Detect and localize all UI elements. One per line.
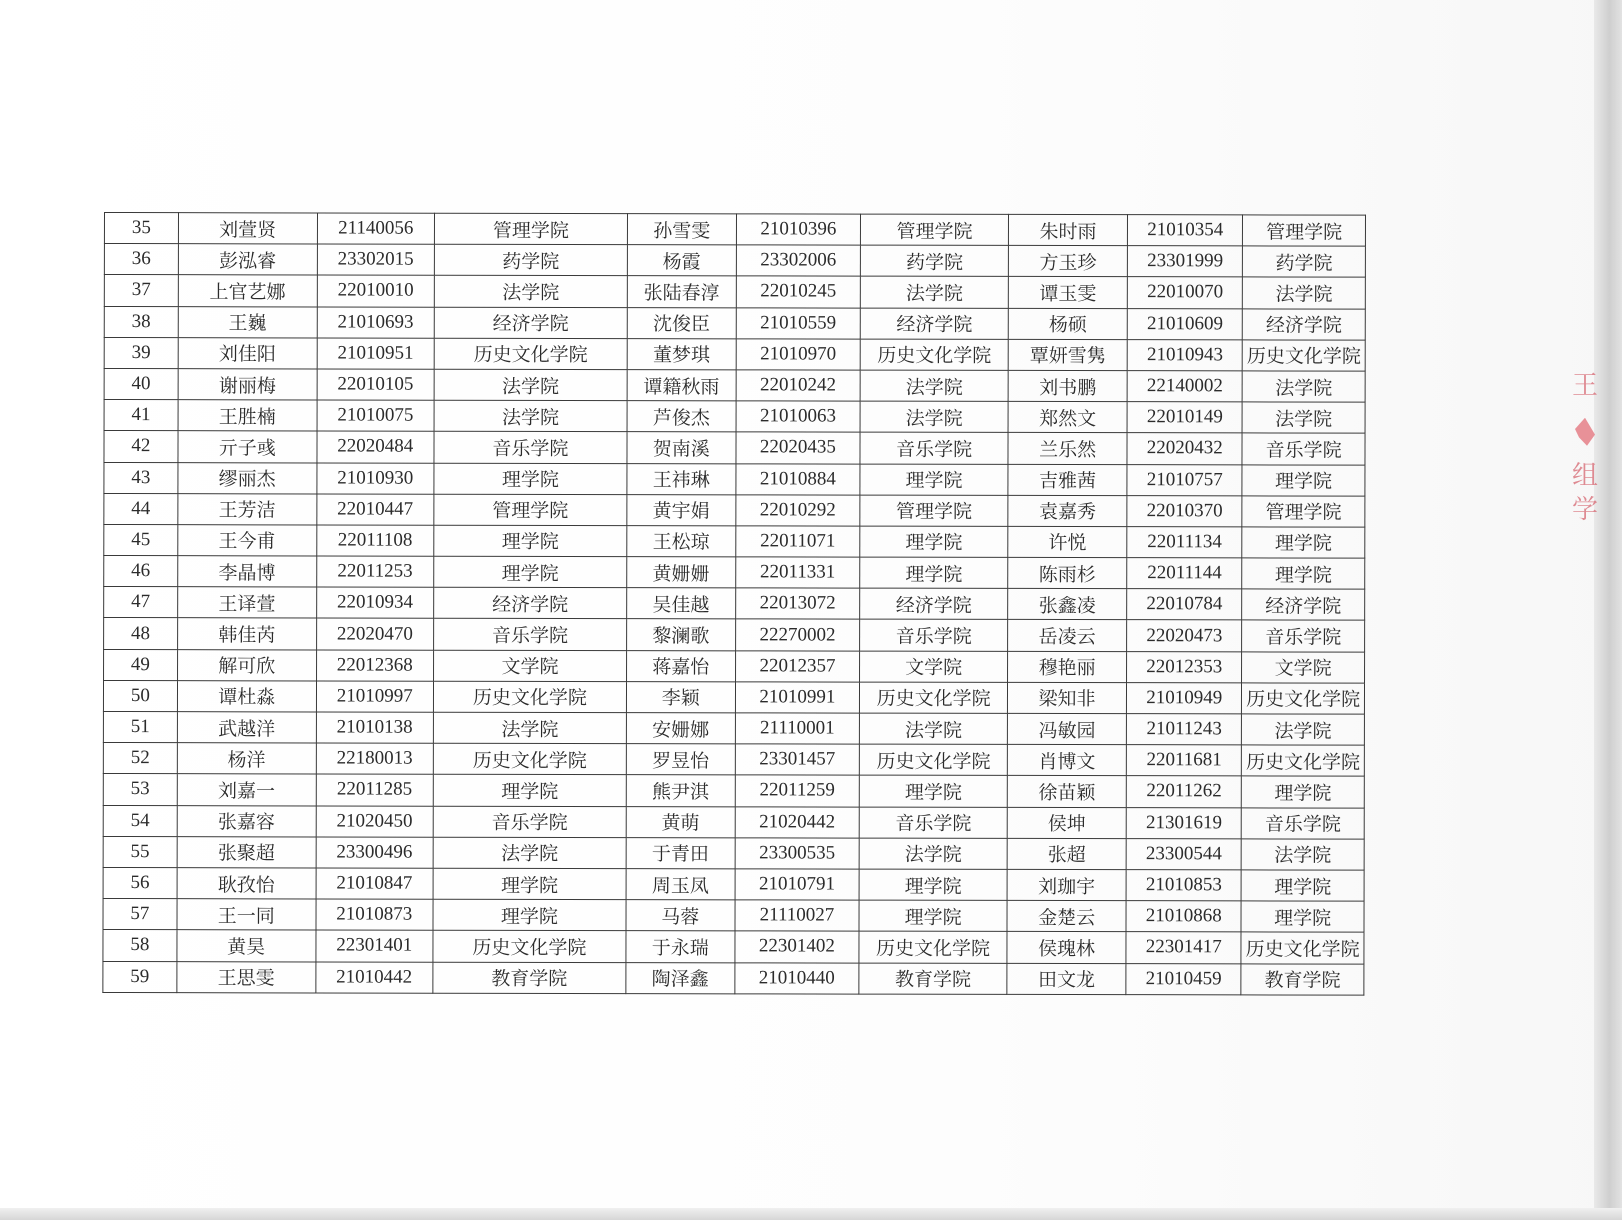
- table-cell: 历史文化学院: [433, 743, 626, 775]
- table-cell: 43: [104, 462, 178, 493]
- table-cell: 文学院: [1242, 652, 1365, 683]
- table-cell: 安姗娜: [626, 713, 735, 744]
- table-row: [104, 618, 1365, 652]
- table-cell: 23301999: [1128, 246, 1243, 277]
- table-cell: 理学院: [433, 868, 626, 900]
- table-cell: 经济学院: [861, 308, 1009, 339]
- table-cell: 21010396: [736, 214, 861, 245]
- table-cell: 56: [103, 867, 177, 898]
- table-cell: 孙雪雯: [627, 214, 736, 245]
- table-cell: 杨硕: [1008, 308, 1127, 339]
- table-cell: 理学院: [1241, 901, 1364, 932]
- table-cell: 药学院: [1243, 246, 1366, 277]
- table-cell: 法学院: [434, 369, 627, 401]
- table-cell: 兰乐然: [1008, 433, 1127, 464]
- table-cell: 黄昊: [177, 930, 316, 961]
- table-cell: 21301619: [1126, 807, 1241, 838]
- table-cell: 贺南溪: [627, 432, 736, 463]
- table-cell: 22010105: [317, 369, 434, 400]
- table-cell: 理学院: [859, 900, 1007, 931]
- table-cell: 法学院: [1242, 714, 1365, 745]
- table-cell: 48: [104, 618, 178, 649]
- table-cell: 王胜楠: [178, 400, 317, 431]
- table-cell: 谭籍秋雨: [627, 370, 736, 401]
- table-cell: 历史文化学院: [1241, 932, 1364, 963]
- table-cell: 55: [103, 836, 177, 867]
- table-cell: 49: [104, 649, 178, 680]
- table-cell: 法学院: [860, 713, 1008, 744]
- table-cell: 44: [104, 493, 178, 524]
- student-roster-table: [102, 212, 1366, 995]
- table-cell: 22010242: [736, 370, 861, 401]
- table-cell: 22301401: [316, 930, 433, 961]
- table-cell: 理学院: [860, 464, 1008, 495]
- table-cell: 管理学院: [861, 214, 1009, 245]
- table-cell: 21010459: [1126, 963, 1241, 994]
- table-cell: 周玉凤: [626, 869, 735, 900]
- table-cell: 理学院: [434, 556, 627, 588]
- table-cell: 21010853: [1126, 870, 1241, 901]
- table-cell: 22011144: [1127, 558, 1242, 589]
- table-cell: 22010070: [1128, 277, 1243, 308]
- table-cell: 50: [103, 680, 177, 711]
- table-cell: 21010138: [316, 712, 433, 743]
- table-cell: 21010559: [736, 307, 861, 338]
- table-cell: 刘佳阳: [178, 337, 317, 368]
- table-cell: 罗昱怡: [626, 744, 735, 775]
- table-cell: 21010949: [1127, 682, 1242, 713]
- table-cell: 22011108: [316, 525, 433, 556]
- table-cell: 23300544: [1126, 838, 1241, 869]
- table-cell: 22010370: [1127, 495, 1242, 526]
- table-cell: 历史文化学院: [860, 744, 1008, 775]
- table-cell: 59: [103, 961, 177, 992]
- table-cell: 理学院: [1242, 464, 1365, 495]
- table-cell: 22012368: [316, 650, 433, 681]
- table-row: [104, 587, 1365, 621]
- table-cell: 21010063: [736, 401, 861, 432]
- table-cell: 于青田: [626, 837, 735, 868]
- table-cell: 22011285: [316, 774, 433, 805]
- table-cell: 22011681: [1127, 745, 1242, 776]
- table-cell: 药学院: [434, 244, 627, 276]
- table-cell: 21010884: [735, 463, 860, 494]
- table-cell: 管理学院: [1243, 215, 1366, 246]
- table-cell: 谭杜淼: [177, 680, 316, 711]
- table-cell: 陶泽鑫: [626, 962, 735, 993]
- table-row: [104, 337, 1365, 371]
- table-row: [104, 306, 1365, 340]
- table-cell: 40: [104, 368, 178, 399]
- table-cell: 吴佳越: [627, 588, 736, 619]
- table-cell: 覃妍雪隽: [1008, 339, 1127, 370]
- table-cell: 张鑫凌: [1008, 589, 1127, 620]
- table-row: [103, 680, 1364, 714]
- table-cell: 21010609: [1128, 308, 1243, 339]
- table-cell: 管理学院: [434, 494, 627, 526]
- table-cell: 21010693: [317, 307, 434, 338]
- table-cell: 张陆春淳: [627, 276, 736, 307]
- table-cell: 药学院: [861, 245, 1009, 276]
- table-cell: 21010757: [1127, 464, 1242, 495]
- table-cell: 22010934: [316, 587, 433, 618]
- table-cell: 法学院: [861, 276, 1009, 307]
- table-cell: 22010292: [735, 495, 860, 526]
- table-cell: 刘萱贤: [178, 213, 317, 244]
- table-cell: 谢丽梅: [178, 369, 317, 400]
- table-cell: 历史文化学院: [1242, 683, 1365, 714]
- table-cell: 53: [103, 774, 177, 805]
- table-cell: 法学院: [860, 401, 1008, 432]
- table-cell: 36: [104, 244, 178, 275]
- table-cell: 王松琼: [627, 525, 736, 556]
- table-cell: 冯敏园: [1007, 713, 1126, 744]
- table-cell: 金楚云: [1007, 901, 1126, 932]
- table-cell: 黎澜歌: [627, 619, 736, 650]
- table-cell: 王一同: [177, 899, 316, 930]
- table-cell: 历史文化学院: [433, 931, 626, 963]
- table-cell: 上官艺娜: [178, 275, 317, 306]
- table-cell: 经济学院: [434, 307, 627, 339]
- table-cell: 肖博文: [1007, 745, 1126, 776]
- table-cell: 22011071: [735, 526, 860, 557]
- table-cell: 理学院: [1241, 870, 1364, 901]
- table-row: [103, 867, 1364, 901]
- table-cell: 21010791: [735, 869, 860, 900]
- table-cell: 22011253: [316, 556, 433, 587]
- table-cell: 法学院: [434, 400, 627, 432]
- table-cell: 音乐学院: [1242, 620, 1365, 651]
- table-cell: 李晶博: [177, 556, 316, 587]
- table-cell: 35: [104, 213, 178, 244]
- table-cell: 黄宇娟: [627, 494, 736, 525]
- table-cell: 21110027: [735, 900, 860, 931]
- table-row: [104, 431, 1365, 465]
- table-cell: 21010930: [317, 462, 434, 493]
- table-cell: 22010245: [736, 276, 861, 307]
- table-cell: 张超: [1007, 838, 1126, 869]
- table-cell: 音乐学院: [860, 432, 1008, 463]
- table-cell: 22013072: [735, 588, 860, 619]
- table-cell: 黄萌: [626, 806, 735, 837]
- table-cell: 法学院: [1242, 371, 1365, 402]
- table-cell: 22011259: [735, 775, 860, 806]
- table-cell: 王译萱: [177, 587, 316, 618]
- table-cell: 22012357: [735, 650, 860, 681]
- table-cell: 侯坤: [1007, 807, 1126, 838]
- table-cell: 法学院: [433, 712, 626, 744]
- table-cell: 23302006: [736, 245, 861, 276]
- table-cell: 韩佳芮: [177, 618, 316, 649]
- table-cell: 刘嘉一: [177, 774, 316, 805]
- table-cell: 37: [104, 275, 178, 306]
- table-cell: 21010354: [1128, 215, 1243, 246]
- table-row: [104, 400, 1365, 434]
- table-cell: 22010784: [1127, 589, 1242, 620]
- table-cell: 理学院: [859, 869, 1007, 900]
- table-cell: 历史文化学院: [860, 339, 1008, 370]
- table-cell: 理学院: [1242, 558, 1365, 589]
- table-row: [104, 213, 1365, 247]
- table-cell: 42: [104, 431, 178, 462]
- roster-body: [103, 213, 1366, 995]
- table-cell: 于永瑞: [626, 931, 735, 962]
- table-cell: 21010868: [1126, 901, 1241, 932]
- table-cell: 音乐学院: [433, 619, 626, 651]
- table-row: [103, 930, 1364, 964]
- table-cell: 经济学院: [860, 588, 1008, 619]
- table-cell: 田文龙: [1007, 963, 1126, 994]
- table-row: [103, 961, 1364, 995]
- table-cell: 谭玉雯: [1008, 277, 1127, 308]
- table-cell: 缪丽杰: [178, 462, 317, 493]
- table-cell: 47: [104, 587, 178, 618]
- table-cell: 理学院: [860, 526, 1008, 557]
- table-cell: 穆艳丽: [1007, 651, 1126, 682]
- table-cell: 22180013: [316, 743, 433, 774]
- table-cell: 21020442: [735, 806, 860, 837]
- table-row: [103, 774, 1364, 808]
- table-cell: 法学院: [860, 370, 1008, 401]
- table-cell: 文学院: [433, 650, 626, 682]
- table-cell: 22301417: [1126, 932, 1241, 963]
- table-cell: 23301457: [735, 744, 860, 775]
- table-cell: 音乐学院: [1242, 433, 1365, 464]
- table-cell: 芦俊杰: [627, 401, 736, 432]
- table-cell: 吉雅茜: [1008, 464, 1127, 495]
- table-cell: 经济学院: [1243, 308, 1366, 339]
- table-cell: 王祎琳: [627, 463, 736, 494]
- table-cell: 郑然文: [1008, 402, 1127, 433]
- seal-char: 组: [1571, 460, 1598, 491]
- table-cell: 管理学院: [1242, 496, 1365, 527]
- page-bottom-shadow: [0, 1208, 1622, 1220]
- table-cell: 法学院: [434, 276, 627, 308]
- table-cell: 22010010: [317, 275, 434, 306]
- table-cell: 彭泓睿: [178, 244, 317, 275]
- table-cell: 音乐学院: [434, 432, 627, 464]
- table-cell: 梁知非: [1007, 682, 1126, 713]
- table-row: [103, 836, 1364, 870]
- table-cell: 刘珈宇: [1007, 869, 1126, 900]
- table-row: [104, 493, 1365, 527]
- table-cell: 54: [103, 805, 177, 836]
- table-cell: 理学院: [1242, 776, 1365, 807]
- table-cell: 教育学院: [433, 962, 626, 994]
- table-cell: 王芳洁: [178, 493, 317, 524]
- table-cell: 文学院: [860, 651, 1008, 682]
- table-cell: 历史文化学院: [434, 338, 627, 370]
- table-cell: 法学院: [1243, 277, 1366, 308]
- table-cell: 管理学院: [434, 213, 627, 245]
- table-cell: 46: [104, 556, 178, 587]
- table-cell: 21011243: [1127, 714, 1242, 745]
- table-cell: 马蓉: [626, 900, 735, 931]
- table-cell: 教育学院: [1241, 963, 1364, 994]
- table-cell: 历史文化学院: [860, 682, 1008, 713]
- table-cell: 理学院: [434, 463, 627, 495]
- table-cell: 22140002: [1127, 371, 1242, 402]
- table-cell: 法学院: [1241, 839, 1364, 870]
- table-cell: 许悦: [1008, 526, 1127, 557]
- table-cell: 21010997: [316, 681, 433, 712]
- official-seal-fragment: [1566, 370, 1604, 620]
- table-cell: 21010442: [316, 961, 433, 992]
- table-cell: 王今甫: [178, 525, 317, 556]
- table-cell: 经济学院: [434, 587, 627, 619]
- table-cell: 历史文化学院: [1242, 745, 1365, 776]
- table-cell: 理学院: [860, 557, 1008, 588]
- table-row: [103, 805, 1364, 839]
- table-cell: 51: [103, 711, 177, 742]
- table-cell: 23302015: [317, 244, 434, 275]
- table-cell: 52: [103, 743, 177, 774]
- table-cell: 45: [104, 524, 178, 555]
- table-cell: 武越洋: [177, 712, 316, 743]
- table-cell: 杨霞: [627, 245, 736, 276]
- table-row: [104, 368, 1365, 402]
- table-cell: 22010149: [1127, 402, 1242, 433]
- table-cell: 音乐学院: [860, 620, 1008, 651]
- table-cell: 22301402: [734, 931, 859, 962]
- table-cell: 黄姗姗: [627, 557, 736, 588]
- table-cell: 音乐学院: [433, 806, 626, 838]
- seal-char: 王: [1571, 371, 1598, 401]
- table-row: [103, 899, 1364, 933]
- table-cell: 22011331: [735, 557, 860, 588]
- table-cell: 22020470: [316, 618, 433, 649]
- table-cell: 理学院: [433, 775, 626, 807]
- table-cell: 21010943: [1127, 339, 1242, 370]
- table-row: [103, 711, 1364, 745]
- table-cell: 经济学院: [1242, 589, 1365, 620]
- table-cell: 39: [104, 337, 178, 368]
- table-cell: 22020435: [736, 432, 861, 463]
- table-cell: 音乐学院: [860, 807, 1008, 838]
- table-row: [104, 244, 1365, 278]
- table-row: [104, 462, 1365, 496]
- table-row: [103, 743, 1364, 777]
- table-cell: 刘书鹏: [1008, 370, 1127, 401]
- table-cell: 张聚超: [177, 836, 316, 867]
- table-cell: 22270002: [735, 619, 860, 650]
- table-cell: 21010991: [735, 682, 860, 713]
- table-cell: 历史文化学院: [1242, 340, 1365, 371]
- table-cell: 方玉珍: [1008, 246, 1127, 277]
- table-cell: 耿孜怡: [177, 868, 316, 899]
- table-cell: 21010873: [316, 899, 433, 930]
- table-cell: 22011134: [1127, 527, 1242, 558]
- table-cell: 张嘉容: [177, 805, 316, 836]
- table-cell: 徐苗颖: [1007, 776, 1126, 807]
- table-cell: 法学院: [1242, 402, 1365, 433]
- table-cell: 21110001: [735, 713, 860, 744]
- table-cell: 理学院: [1242, 527, 1365, 558]
- table-cell: 熊尹淇: [626, 775, 735, 806]
- table-cell: 22020484: [317, 431, 434, 462]
- table-cell: 亓子彧: [178, 431, 317, 462]
- table-cell: 21010075: [317, 400, 434, 431]
- table-row: [104, 524, 1365, 558]
- table-cell: 陈雨杉: [1008, 557, 1127, 588]
- table-row: [104, 556, 1365, 590]
- table-row: [104, 649, 1365, 683]
- table-cell: 李颖: [626, 681, 735, 712]
- table-cell: 22020473: [1127, 620, 1242, 651]
- seal-char: 学: [1571, 494, 1598, 525]
- table-cell: 教育学院: [859, 963, 1007, 994]
- table-cell: 沈俊臣: [627, 307, 736, 338]
- table-cell: 理学院: [434, 525, 627, 557]
- table-cell: 侯瑰林: [1007, 932, 1126, 963]
- table-cell: 22011262: [1127, 776, 1242, 807]
- table-cell: 王巍: [178, 306, 317, 337]
- table-cell: 21010970: [736, 339, 861, 370]
- table-cell: 袁嘉秀: [1008, 495, 1127, 526]
- table-cell: 历史文化学院: [433, 681, 626, 713]
- table-cell: 解可欣: [177, 649, 316, 680]
- table-cell: 董梦琪: [627, 338, 736, 369]
- table-cell: 21020450: [316, 806, 433, 837]
- table-cell: 41: [104, 400, 178, 431]
- table-cell: 理学院: [860, 775, 1008, 806]
- table-cell: 21140056: [317, 213, 434, 244]
- table-cell: 历史文化学院: [859, 931, 1007, 962]
- table-cell: 法学院: [433, 837, 626, 869]
- table-cell: 22010447: [317, 494, 434, 525]
- table-cell: 朱时雨: [1008, 214, 1127, 245]
- table-cell: 理学院: [433, 899, 626, 931]
- table-cell: 22020432: [1127, 433, 1242, 464]
- table-cell: 21010951: [317, 338, 434, 369]
- table-cell: 22012353: [1127, 651, 1242, 682]
- table-cell: 音乐学院: [1241, 807, 1364, 838]
- table-cell: 21010847: [316, 868, 433, 899]
- table-cell: 58: [103, 930, 177, 961]
- table-cell: 岳凌云: [1007, 620, 1126, 651]
- table-row: [104, 275, 1365, 309]
- table-cell: 管理学院: [860, 495, 1008, 526]
- table-cell: 38: [104, 306, 178, 337]
- table-cell: 21010440: [734, 962, 859, 993]
- table-cell: 杨洋: [177, 743, 316, 774]
- seal-star-icon: [1575, 418, 1595, 446]
- table-cell: 57: [103, 899, 177, 930]
- table-cell: 王思雯: [177, 961, 316, 992]
- table-cell: 法学院: [859, 838, 1007, 869]
- table-cell: 23300535: [735, 838, 860, 869]
- table-cell: 23300496: [316, 837, 433, 868]
- table-cell: 蒋嘉怡: [627, 650, 736, 681]
